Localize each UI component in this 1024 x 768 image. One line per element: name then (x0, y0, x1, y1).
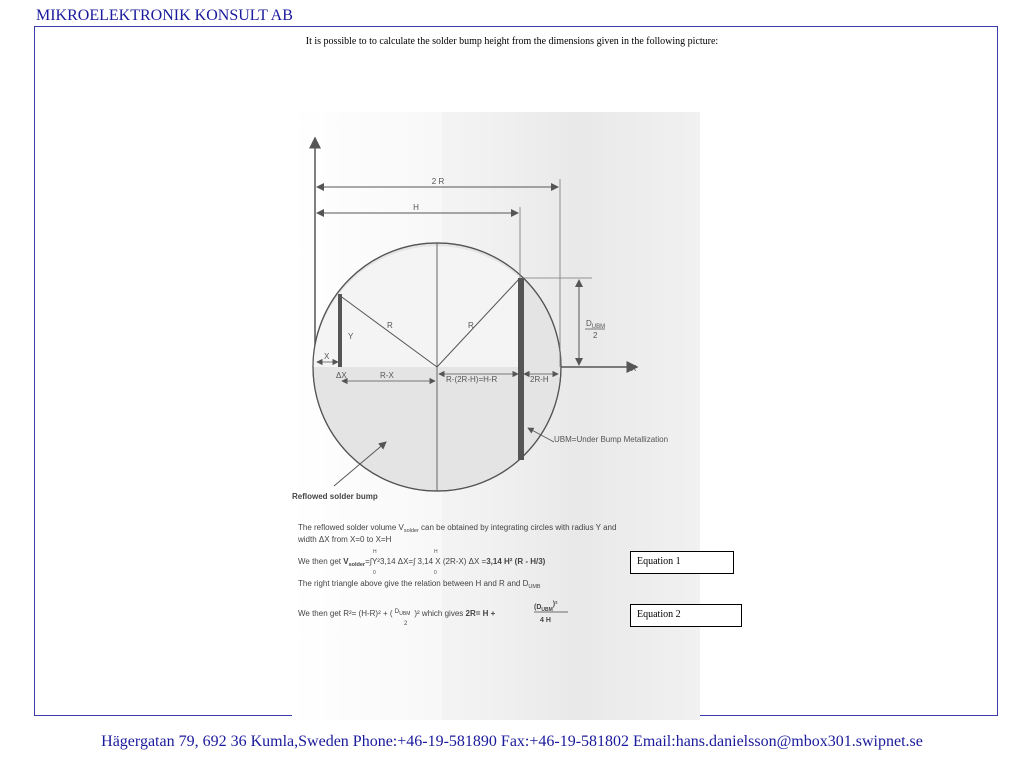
int1-lower: 0 (373, 570, 376, 576)
label-r2: R (468, 321, 474, 330)
equation-1-box (630, 551, 734, 574)
text-equation2: We then get R²= (H-R)² + ( $^D_{UBM}$ )² which gives 2R= H + (298, 608, 496, 618)
label-reflowed: Reflowed solder bump (292, 492, 378, 501)
label-2rh: 2R-H (530, 375, 549, 384)
label-dx: ΔX (336, 371, 347, 380)
eq2-frac-den: 2 (404, 621, 408, 627)
text-width: width ΔX from X=0 to X=H (298, 535, 392, 544)
equation-2-label: Equation 2 (637, 609, 681, 620)
label-dubm-den: 2 (593, 331, 598, 340)
int2-lower: 0 (434, 570, 437, 576)
scanned-diagram (292, 112, 700, 720)
label-rhr: R-(2R-H)=H-R (446, 375, 498, 384)
footer-contact: Hägergatan 79, 692 36 Kumla,Sweden Phone:+46-19-581890 Fax:+46-19-581802 Email:hans.danielsson@mbox301.swipnet.se (101, 733, 923, 750)
ubm-bar (518, 278, 524, 460)
label-dubm: $D_{UBM}$ (586, 319, 606, 330)
label-y: Y (348, 332, 354, 341)
intro-text: It is possible to to calculate the solder bump height from the dimensions given in the following picture: (305, 36, 719, 47)
label-2r: 2 R (431, 177, 445, 186)
label-x-axis: X (631, 364, 637, 373)
int1-upper: H (373, 549, 377, 555)
equation-1-label: Equation 1 (637, 556, 681, 567)
label-r1: R (387, 321, 393, 330)
eq2-result-den: 4 H (540, 617, 551, 624)
label-h: H (413, 203, 419, 212)
text-volume: The reflowed solder volume $V_{solder}$ can be obtained by integrating circles with radius Y and (298, 523, 617, 534)
label-rx: R-X (380, 371, 394, 380)
label-x-small: X (324, 352, 330, 361)
equation-2-box (630, 604, 742, 627)
eq2-result-num: $(D_{UBM})^2$ (534, 601, 558, 613)
text-triangle: The right triangle above give the relation between H and R and $D_{UMB}$ (298, 579, 541, 590)
y-bar (338, 294, 342, 367)
int2-upper: H (434, 549, 438, 555)
text-integral: We then get $V_{solder}=\int Y^23,14$ ΔX=∫ 3,14 X (2R-X) ΔX =3,14 H² (R - H/3) (298, 557, 546, 568)
company-name: MIKROELEKTRONIK KONSULT AB (36, 7, 293, 24)
label-ubm: UBM=Under Bump Metallization (554, 435, 669, 444)
